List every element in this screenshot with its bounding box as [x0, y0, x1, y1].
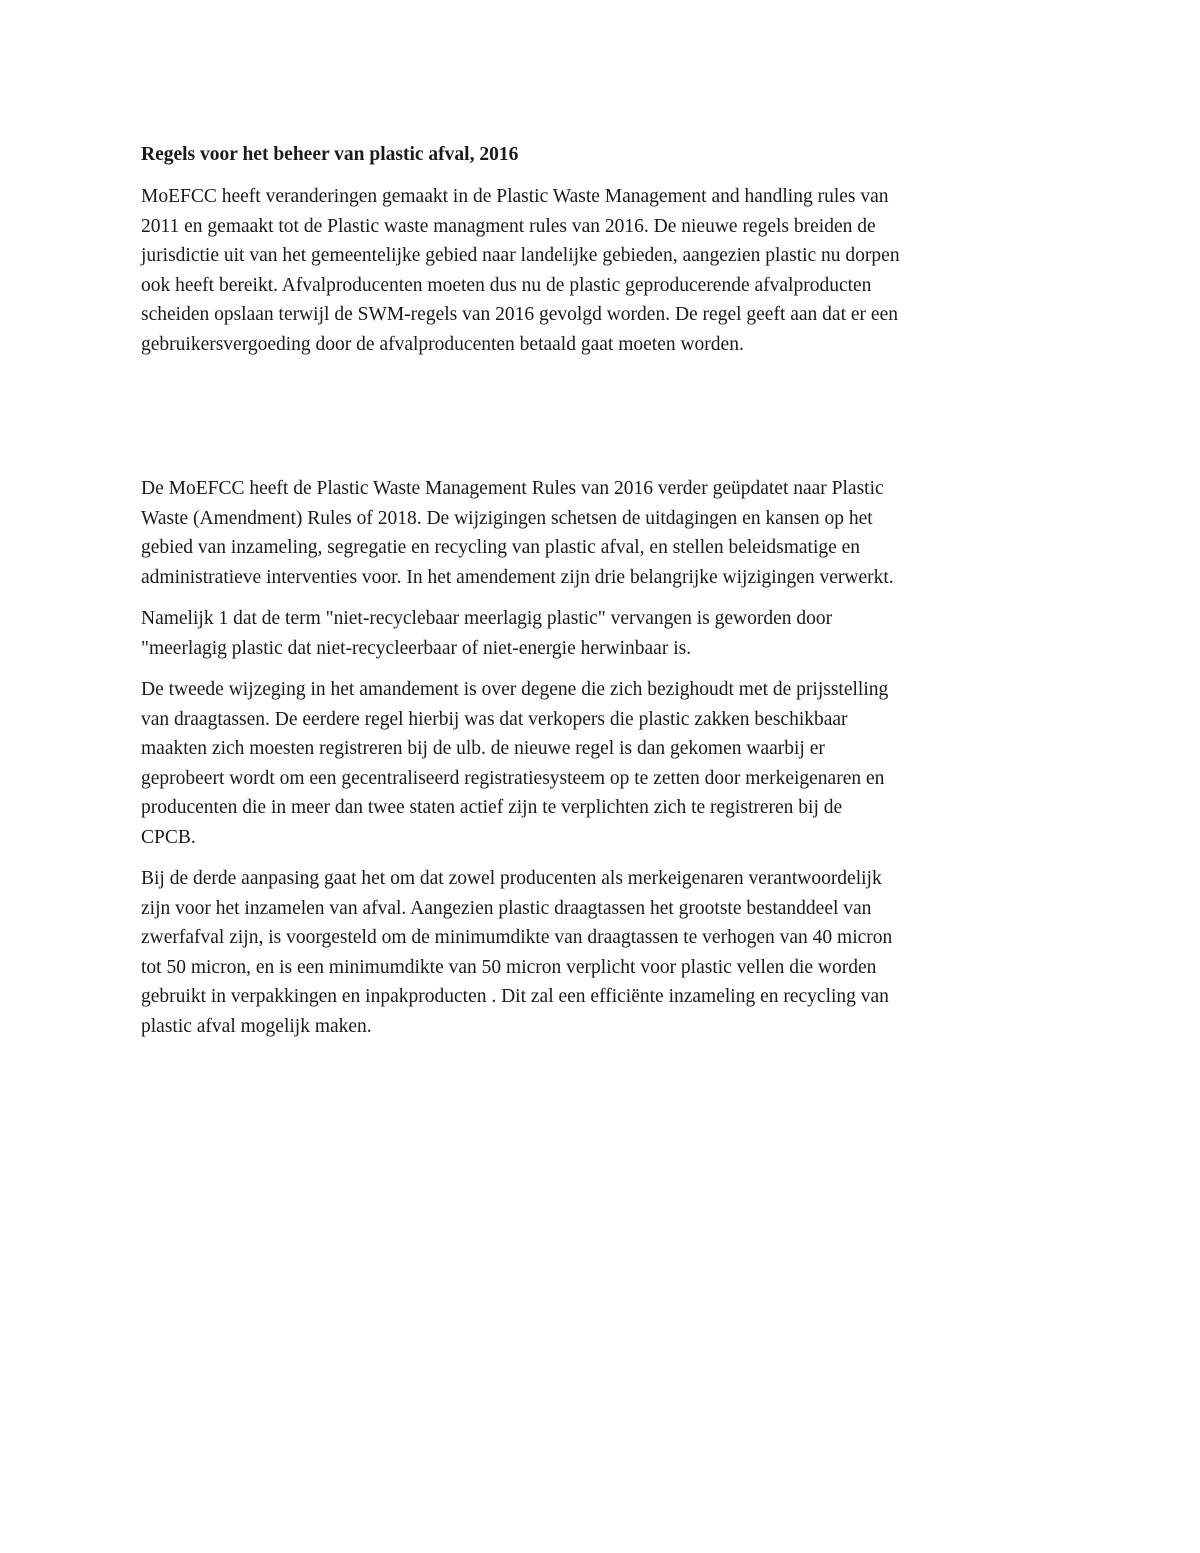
paragraph-3 — [141, 604, 1066, 663]
paragraph-line: "meerlagig plastic dat niet-recycleerbaar of niet-energie herwinbaar is. — [141, 637, 692, 659]
document-title: Regels voor het beheer van plastic afval, 2016 — [141, 144, 519, 165]
paragraph-line: zijn voor het inzamelen van afval. Aangezien plastic draagtassen het grootste bestanddeel van — [141, 897, 872, 919]
paragraph-line: De MoEFCC heeft de Plastic Waste Management Rules van 2016 verder geüpdatet naar Plastic — [141, 478, 884, 499]
paragraph-line: gebruikt in verpakkingen en inpakproducten . Dit zal een efficiënte inzameling en recycling van — [141, 986, 889, 1007]
paragraph-line: van draagtassen. De eerdere regel hierbij was dat verkopers die plastic zakken beschikbaar — [141, 708, 848, 730]
paragraph-5 — [141, 864, 1066, 1041]
paragraph-line: MoEFCC heeft veranderingen gemaakt in de Plastic Waste Management and handling rules van — [141, 186, 889, 207]
paragraph-line: scheiden opslaan terwijl de SWM-regels van 2016 gevolgd worden. De regel geeft aan dat er een — [141, 304, 898, 325]
paragraph-4 — [141, 675, 1066, 852]
paragraph-line: Bij de derde aanpasing gaat het om dat zowel producenten als merkeigenaren verantwoordelijk — [141, 868, 882, 889]
paragraph-2 — [141, 474, 1066, 592]
paragraph-line: Namelijk 1 dat de term "niet-recyclebaar meerlagig plastic" vervangen is geworden door — [141, 608, 833, 629]
paragraph-line: ook heeft bereikt. Afvalproducenten moeten dus nu de plastic geproducerende afvalproducten — [141, 274, 872, 296]
blank-space — [141, 371, 1066, 474]
paragraph-line: administratieve interventies voor. In het amendement zijn drie belangrijke wijzigingen verwerkt. — [141, 566, 894, 588]
paragraph-line: maakten zich moesten registreren bij de ulb. de nieuwe regel is dan gekomen waarbij er — [141, 738, 825, 759]
paragraph-line: tot 50 micron, en is een minimumdikte van 50 micron verplicht voor plastic vellen die worden — [141, 956, 877, 978]
paragraph-line: Waste (Amendment) Rules of 2018. De wijzigingen schetsen de uitdagingen en kansen op het — [141, 507, 873, 529]
paragraph-1 — [141, 182, 1066, 359]
paragraph-line: gebruikersvergoeding door de afvalproducenten betaald gaat moeten worden. — [141, 333, 744, 355]
paragraph-line: gebied van inzameling, segregatie en recycling van plastic afval, en stellen beleidsmatige en — [141, 537, 861, 558]
paragraph-line: geprobeert wordt om een gecentraliseerd registratiesysteem op te zetten door merkeigenaren en — [141, 767, 885, 789]
paragraph-line: CPCB. — [141, 826, 196, 848]
paragraph-line: jurisdictie uit van het gemeentelijke gebied naar landelijke gebieden, aangezien plastic nu dorpen — [141, 245, 900, 266]
paragraph-line: zwerfafval zijn, is voorgesteld om de minimumdikte van draagtassen te verhogen van 40 micron — [141, 927, 893, 948]
document-body — [141, 140, 1066, 1053]
paragraph-line: 2011 en gemaakt tot de Plastic waste managment rules van 2016. De nieuwe regels breiden de — [141, 215, 876, 237]
paragraph-line: producenten die in meer dan twee staten actief zijn te verplichten zich te registreren bij de — [141, 797, 843, 818]
paragraph-line: De tweede wijzeging in het amandement is over degene die zich bezighoudt met de prijsstelling — [141, 679, 889, 700]
paragraph-line: plastic afval mogelijk maken. — [141, 1015, 372, 1037]
